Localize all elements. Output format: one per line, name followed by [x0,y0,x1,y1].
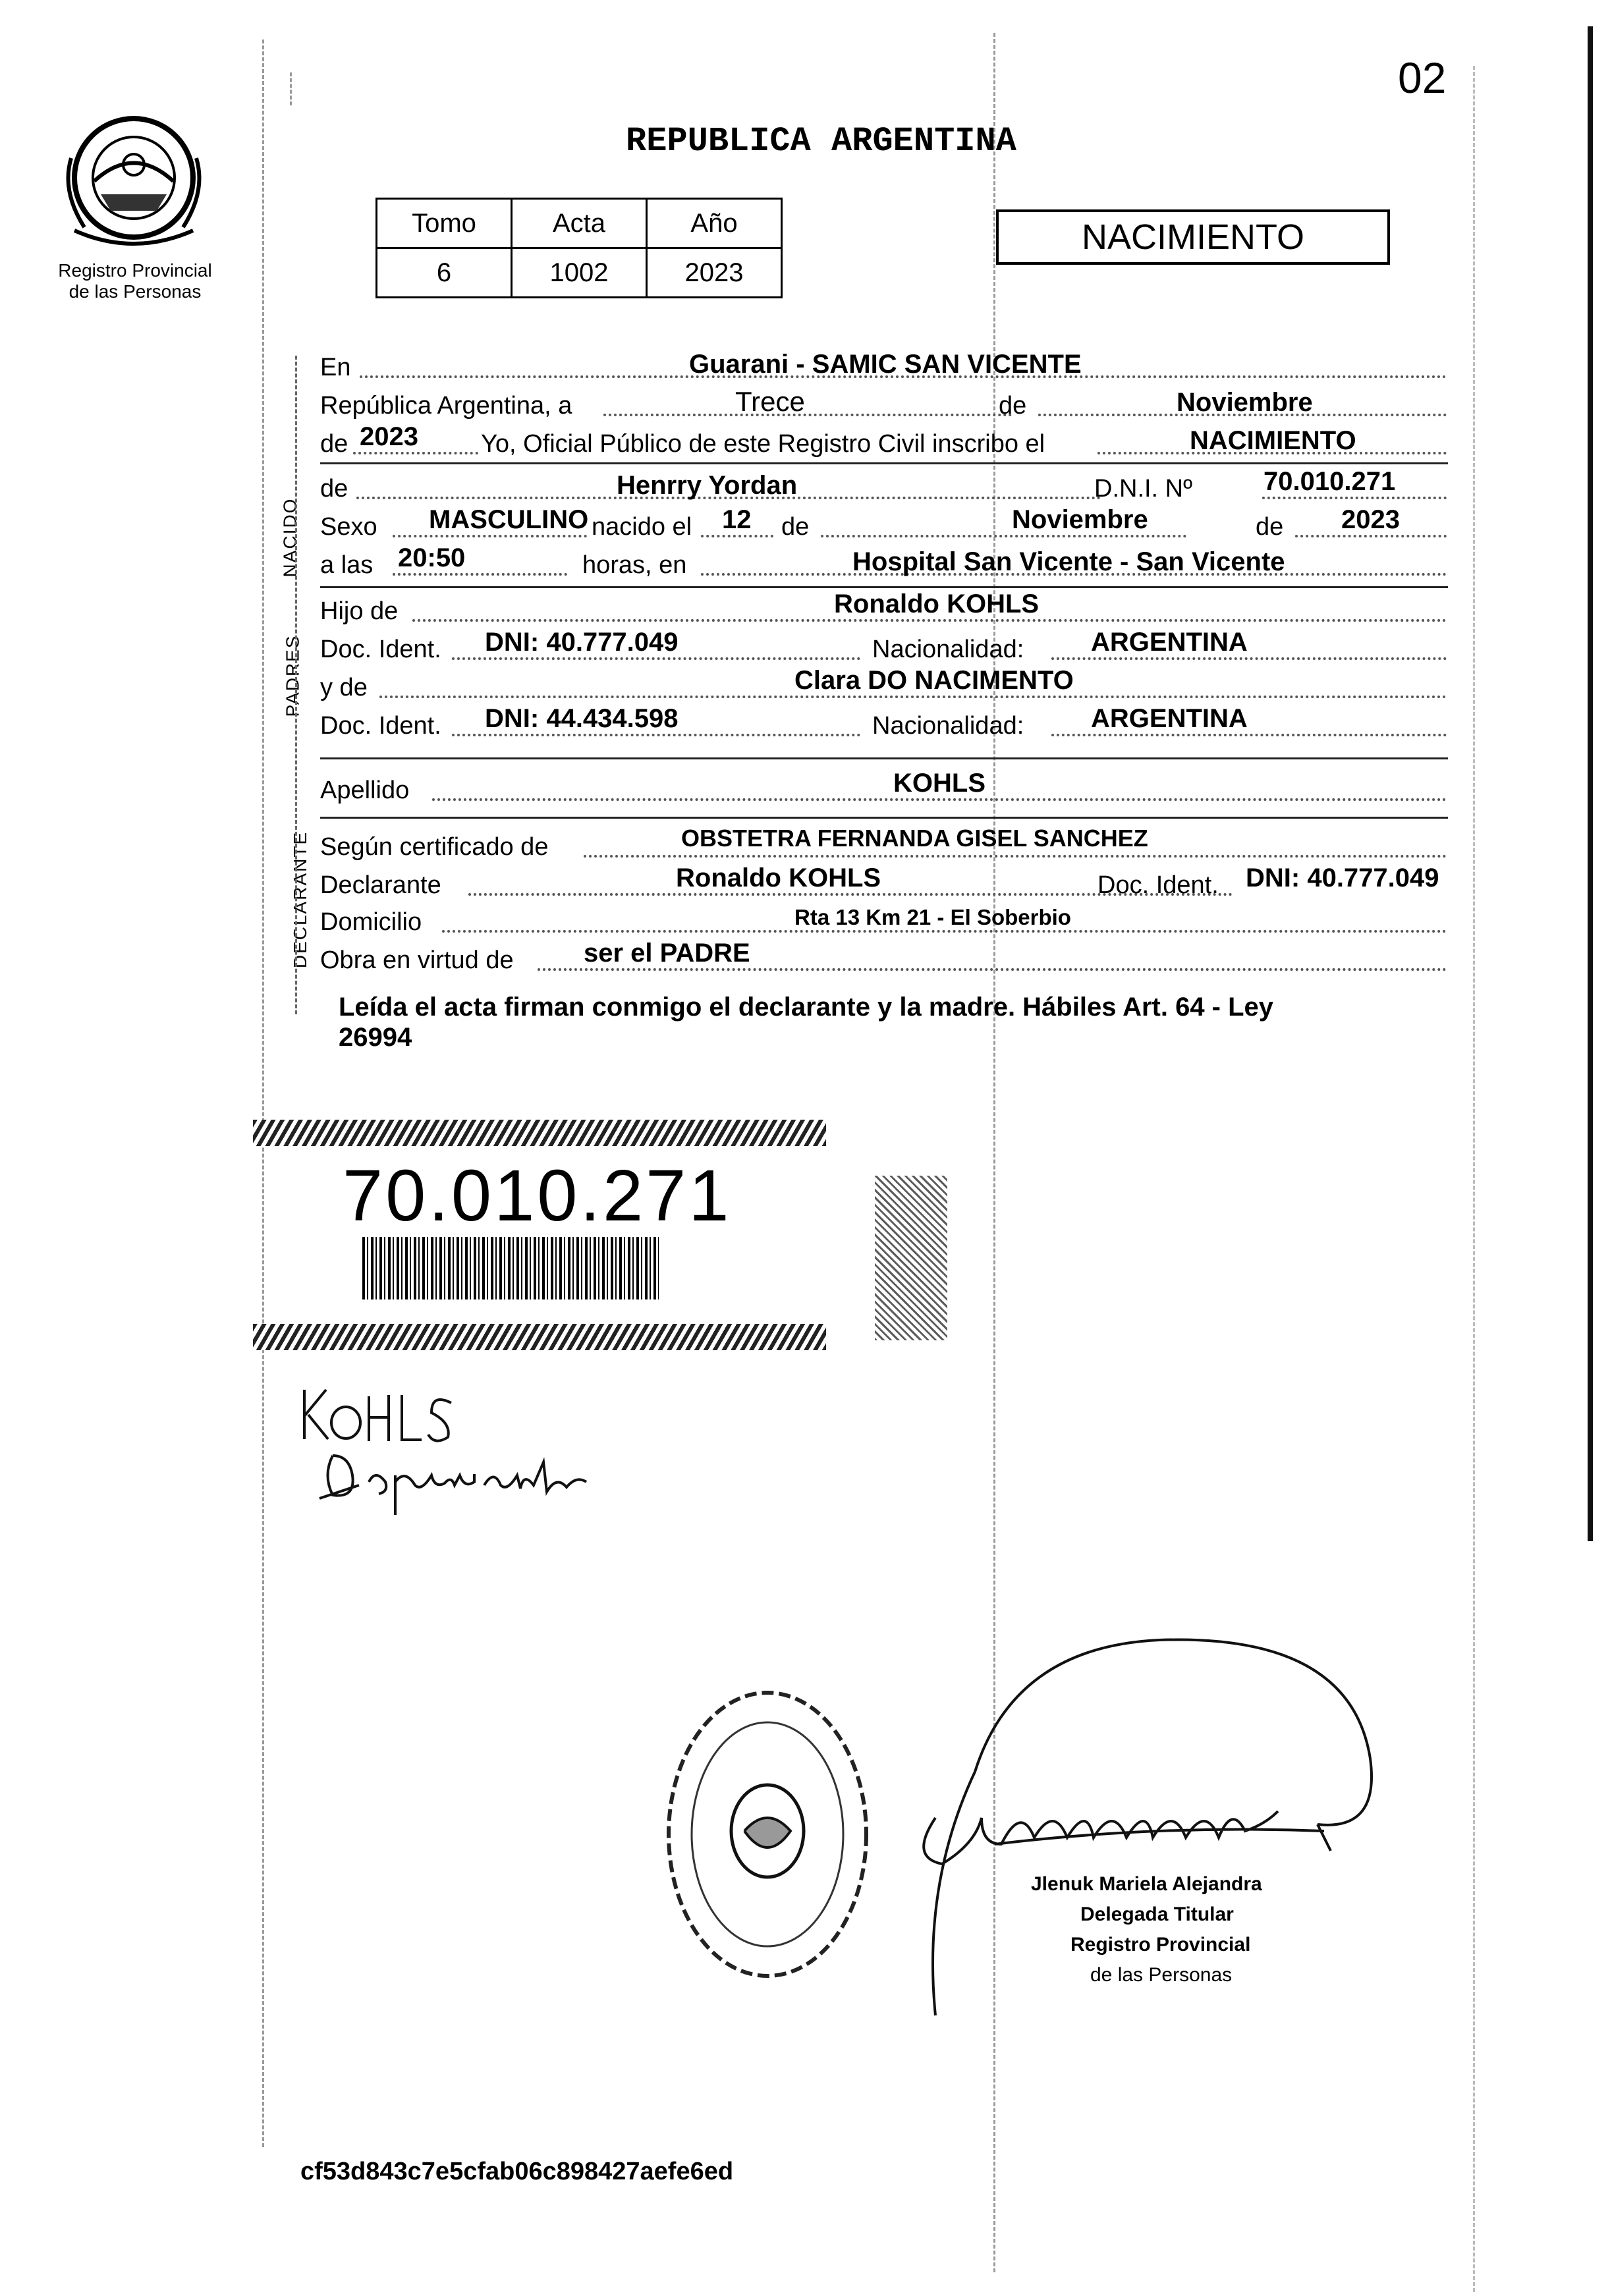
dotted-line [603,414,1012,416]
closing-line-2: 26994 [339,1023,412,1052]
closing-line-1: Leída el acta firman conmigo el declarante y la madre. Hábiles Art. 64 - Ley [339,993,1274,1022]
value-obra: ser el PADRE [584,939,750,968]
security-stripe-bottom [253,1324,826,1350]
table-value-tomo: 6 [377,248,512,298]
handwritten-note [296,1377,613,1521]
value-apellido: KOHLS [893,769,985,798]
margin-guide-right [1473,66,1475,2292]
label-nacido: nacido el [592,513,692,541]
row-obra [320,941,1448,977]
label-apellido: Apellido [320,777,410,804]
dotted-line [379,696,1447,698]
doc-type-label: NACIMIENTO [1081,217,1305,257]
row-surname [320,771,1448,807]
value-birth-day: 12 [722,505,752,534]
value-mother-name: Clara DO NACIMENTO [794,666,1074,695]
registry-line-1: Registro Provincial [58,260,212,281]
table-header-acta: Acta [512,199,647,248]
value-name: Henrry Yordan [617,471,798,500]
label-hijo: Hijo de [320,597,399,625]
dotted-line [1051,657,1447,660]
dotted-line [432,798,1447,801]
id-number: 70.010.271 [343,1155,732,1236]
label-mother-doc: Doc. Ident. [320,712,441,740]
label-sexo: Sexo [320,513,377,541]
table-value-ano: 2023 [647,248,782,298]
value-father-doc: DNI: 40.777.049 [485,628,679,657]
doc-type-box [996,209,1390,265]
dotted-line [452,657,860,660]
row-father-doc [320,630,1448,667]
dotted-line [701,535,773,537]
row-sex [320,507,1448,544]
row-mother-doc [320,706,1448,743]
page-number: 02 [1398,53,1447,102]
dotted-line [584,855,1447,858]
document-hash: cf53d843c7e5cfab06c898427aefe6ed [300,2158,734,2185]
record-table [375,198,783,298]
registry-label [40,260,231,302]
label-birth-year-de: de [1256,513,1284,541]
signer-office-2: de las Personas [1090,1964,1233,1986]
signer-title: Delegada Titular [1080,1903,1234,1925]
margin-guide-left-inner [290,72,292,105]
value-decl: Ronaldo KOHLS [676,863,881,892]
label-inscribo: Yo, Oficial Público de este Registro Civil inscribo el [481,430,1045,458]
label-de: de [999,392,1027,420]
row-mother [320,668,1448,705]
value-birth-place: Hospital San Vicente - San Vicente [852,547,1285,576]
label-en: En [320,354,351,381]
dotted-line [393,573,567,576]
side-label-declarante: DECLARANTE [290,831,311,969]
row-year [320,424,1448,461]
country-title: REPUBLICA ARGENTINA [626,122,1016,161]
value-mother-nat: ARGENTINA [1091,704,1248,733]
signer-office-1: Registro Provincial [1070,1934,1251,1955]
value-decl-doc: DNI: 40.777.049 [1246,863,1439,892]
value-cert: OBSTETRA FERNANDA GISEL SANCHEZ [681,825,1148,852]
label-horas: horas, en [582,551,687,579]
security-hologram [875,1176,947,1340]
row-address [320,902,1448,939]
value-month-word: Noviembre [1177,388,1313,417]
table-value-acta: 1002 [512,248,647,298]
value-place: Guarani - SAMIC SAN VICENTE [689,350,1082,379]
label-yde: y de [320,674,368,701]
value-birth-month: Noviembre [1012,505,1148,534]
margin-guide-left [262,40,264,2147]
section-divider [320,817,1448,819]
section-divider [320,586,1448,588]
label-father-doc: Doc. Ident. [320,636,441,663]
dotted-line [442,930,1447,933]
signature-block [1031,1869,1262,1990]
dotted-line [393,535,587,537]
value-inscribo: NACIMIENTO [1190,426,1356,455]
row-father [320,591,1448,628]
dotted-line [412,619,1447,622]
dotted-line [353,452,478,454]
label-year-de: de [320,430,348,458]
label-dom: Domicilio [320,908,422,936]
label-obra: Obra en virtud de [320,946,514,974]
section-divider [320,757,1448,759]
row-certificate [320,827,1448,864]
value-father-name: Ronaldo KOHLS [834,589,1040,618]
dotted-line [1262,497,1447,499]
label-father-nat: Nacionalidad: [872,636,1024,663]
dotted-line [538,968,1447,971]
label-alas: a las [320,551,374,579]
row-en [320,348,1448,385]
side-label-nacido: NACIDO [279,497,300,578]
label-name-de: de [320,475,348,503]
table-header-tomo: Tomo [377,199,512,248]
label-birth-de: de [781,513,810,541]
value-sexo: MASCULINO [429,505,589,534]
dotted-line [452,734,860,736]
value-birth-time: 20:50 [398,543,466,572]
row-time [320,545,1448,582]
table-header-ano: Año [647,199,782,248]
official-stamp [659,1680,876,1989]
label-dni: D.N.I. Nº [1094,475,1192,503]
value-dni: 70.010.271 [1263,467,1396,496]
value-day-word: Trece [735,386,805,417]
signer-name: Jlenuk Mariela Alejandra [1031,1873,1262,1895]
row-date [320,386,1448,423]
value-father-nat: ARGENTINA [1091,628,1248,657]
registry-line-2: de las Personas [69,281,202,302]
label-mother-nat: Nacionalidad: [872,712,1024,740]
barcode [362,1237,659,1299]
row-declarant [320,865,1448,902]
side-label-padres: PADRES [282,634,303,717]
provincial-seal-logo [58,105,209,257]
value-mother-doc: DNI: 44.434.598 [485,704,679,733]
security-stripe-top [253,1120,826,1146]
section-divider [320,462,1448,464]
value-dom: Rta 13 Km 21 - El Soberbio [794,905,1071,929]
dotted-line [1295,535,1447,537]
label-decl: Declarante [320,871,441,899]
label-republic: República Argentina, a [320,392,572,420]
value-birth-year: 2023 [1341,505,1400,534]
value-year: 2023 [360,422,418,451]
closing-text [339,992,1273,1052]
label-cert: Según certificado de [320,833,549,861]
label-decl-doc: Doc. Ident. [1097,871,1219,899]
row-name [320,469,1448,506]
dotted-line [821,535,1186,537]
dotted-line [1051,734,1447,736]
right-edge-bar [1588,26,1593,1541]
section-guide [295,356,297,1014]
